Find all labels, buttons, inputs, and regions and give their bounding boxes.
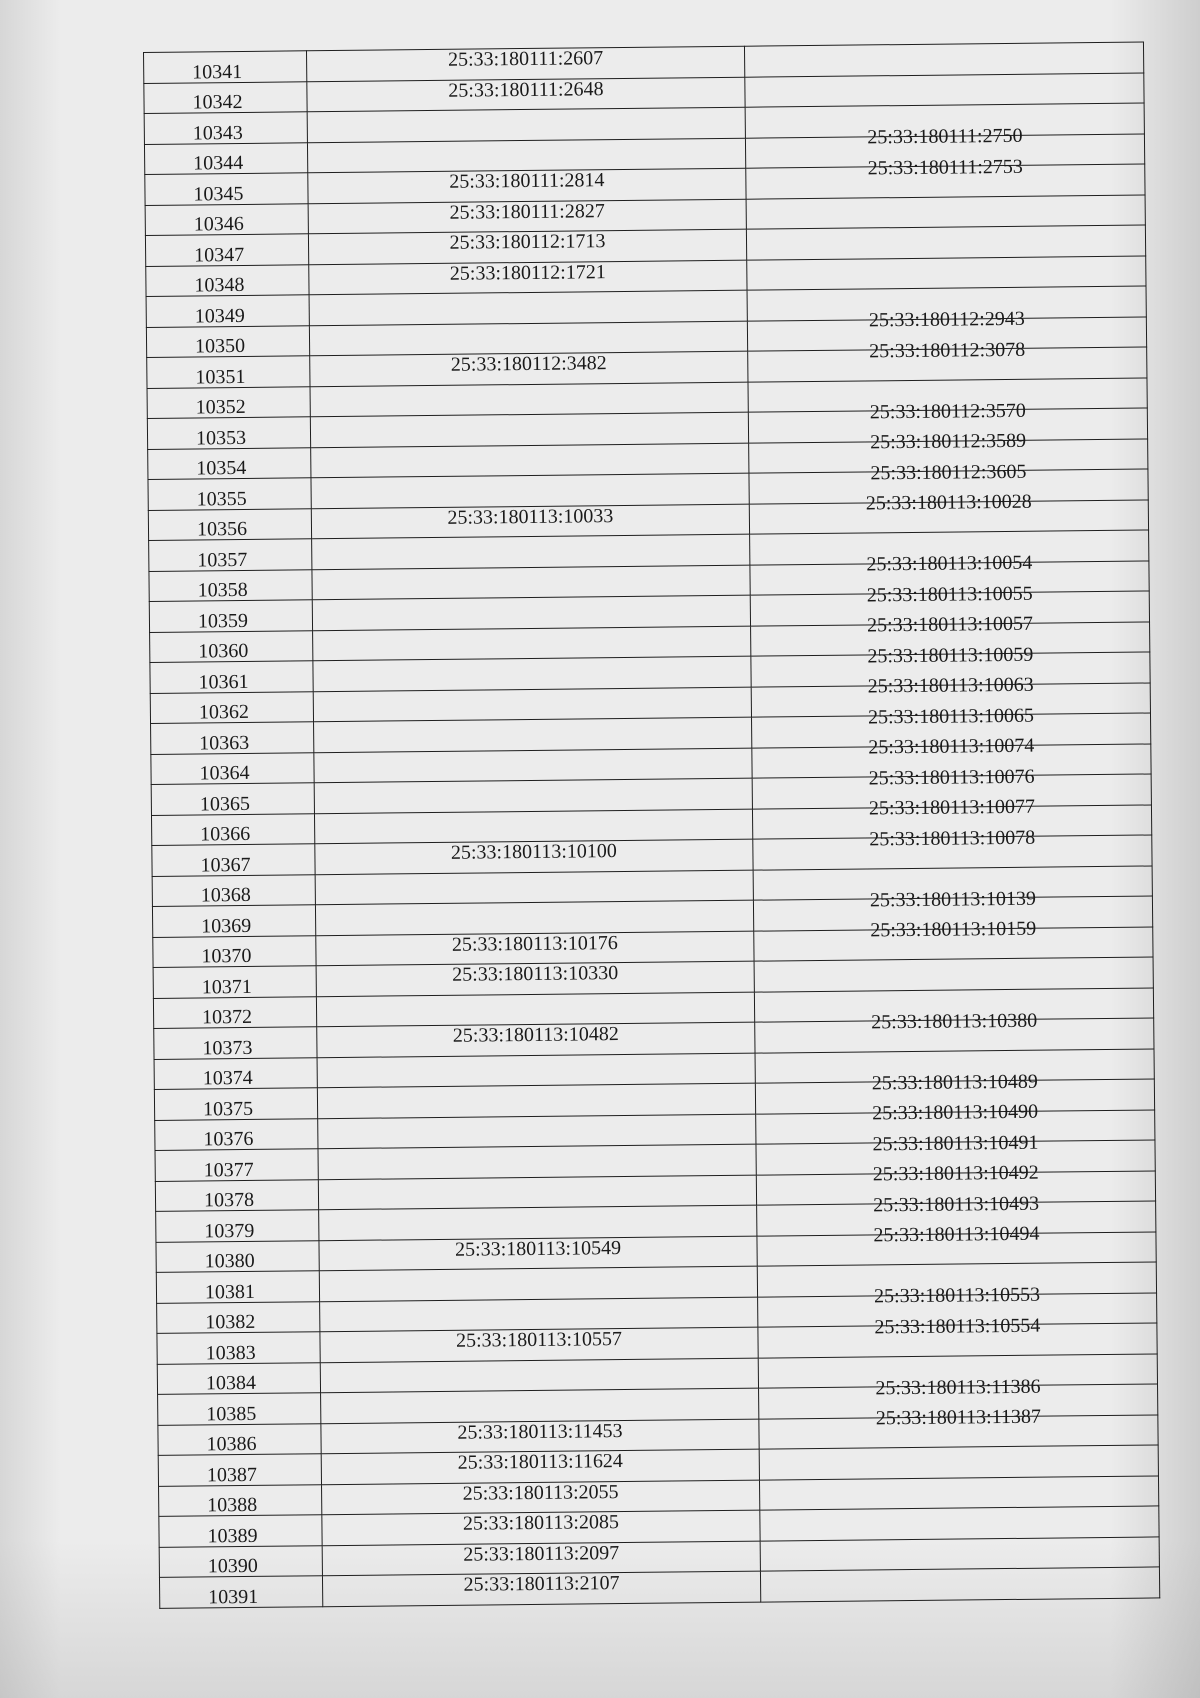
row-number-cell: 10376 xyxy=(155,1118,318,1150)
cadastral-number-cell-a xyxy=(319,1205,757,1240)
cadastral-number-cell-b-text: 25:33:180112:3078 xyxy=(869,338,1026,363)
cadastral-number-cell-a xyxy=(321,1388,759,1423)
row-number-cell: 10353 xyxy=(147,417,310,449)
cadastral-number-cell-a: 25:33:180113:2085 xyxy=(322,1510,760,1545)
cadastral-number-cell-b-text: 25:33:180113:10076 xyxy=(868,765,1035,790)
cadastral-number-cell-a xyxy=(314,778,752,813)
cadastral-number-cell-b xyxy=(748,338,1147,382)
cadastral-number-cell-b-text: 25:33:180111:2750 xyxy=(867,125,1023,149)
row-number-cell: 10370 xyxy=(153,935,316,967)
row-number-cell: 10383 xyxy=(157,1332,320,1364)
row-number-cell: 10358 xyxy=(149,569,312,601)
cadastral-number-cell-a xyxy=(313,626,751,661)
cadastral-number-cell-a xyxy=(312,595,750,630)
cadastral-number-cell-b-text: 25:33:180112:3570 xyxy=(869,399,1026,424)
row-number-cell: 10346 xyxy=(145,203,308,235)
row-number-cell: 10381 xyxy=(156,1271,319,1303)
cadastral-number-cell-b xyxy=(760,1506,1159,1541)
row-number-cell: 10389 xyxy=(159,1515,322,1547)
row-number-cell: 10375 xyxy=(154,1088,317,1120)
row-number-cell: 10372 xyxy=(153,996,316,1028)
cadastral-number-cell-b-text: 25:33:180113:10028 xyxy=(865,490,1032,515)
cadastral-number-cell-a xyxy=(317,1053,755,1088)
row-number-cell: 10342 xyxy=(144,81,307,113)
cadastral-number-cell-b-text: 25:33:180113:10492 xyxy=(872,1161,1039,1186)
row-number-cell: 10373 xyxy=(154,1027,317,1059)
row-number-cell: 10368 xyxy=(152,874,315,906)
cadastral-number-cell-b-text: 25:33:180113:10493 xyxy=(873,1192,1040,1217)
cadastral-number-cell-a xyxy=(320,1297,758,1332)
cadastral-number-cell-b xyxy=(745,73,1144,108)
cadastral-number-cell-b-text: 25:33:180113:11386 xyxy=(875,1375,1041,1400)
cadastral-number-cell-a xyxy=(315,900,753,935)
row-number-cell: 10355 xyxy=(148,478,311,510)
cadastral-number-cell-b xyxy=(746,225,1145,260)
row-number-cell: 10364 xyxy=(151,752,314,784)
cadastral-number-cell-a xyxy=(313,656,751,691)
cadastral-number-cell-b-text: 25:33:180113:10139 xyxy=(869,887,1036,912)
cadastral-number-cell-a: 25:33:180112:1713 xyxy=(308,229,746,264)
row-number-cell: 10377 xyxy=(155,1149,318,1181)
cadastral-number-cell-b-text: 25:33:180112:3605 xyxy=(870,460,1027,485)
row-number-cell: 10371 xyxy=(153,966,316,998)
cadastral-number-cell-b-text: 25:33:180113:10059 xyxy=(867,643,1034,668)
row-number-cell: 10384 xyxy=(157,1362,320,1394)
row-number-cell: 10347 xyxy=(145,234,308,266)
table-wrapper xyxy=(143,42,1159,1609)
cadastral-number-cell-a xyxy=(314,809,752,844)
cadastral-number-cell-b-text: 25:33:180113:10055 xyxy=(866,582,1033,607)
row-number-cell: 10345 xyxy=(145,173,308,205)
cadastral-number-cell-a: 25:33:180113:2097 xyxy=(322,1541,760,1576)
row-number-cell: 10379 xyxy=(156,1210,319,1242)
row-number-cell: 10366 xyxy=(151,813,314,845)
cadastral-number-cell-b xyxy=(760,1567,1159,1602)
cadastral-number-cell-a: 25:33:180113:10330 xyxy=(316,961,754,996)
row-number-cell: 10367 xyxy=(152,844,315,876)
cadastral-number-cell-a xyxy=(318,1175,756,1210)
cadastral-number-cell-a: 25:33:180113:2055 xyxy=(322,1480,760,1515)
cadastral-number-cell-a xyxy=(310,412,748,447)
cadastral-number-cell-b-text: 25:33:180113:10078 xyxy=(869,826,1036,851)
cadastral-number-cell-a xyxy=(315,870,753,905)
row-number-cell: 10390 xyxy=(159,1545,322,1577)
row-number-cell: 10348 xyxy=(146,264,309,296)
cadastral-number-cell-b xyxy=(754,957,1153,992)
cadastral-number-cell-b xyxy=(744,42,1143,77)
row-number-cell: 10354 xyxy=(148,447,311,479)
row-number-cell: 10386 xyxy=(158,1423,321,1455)
cadastral-number-cell-a xyxy=(317,1083,755,1118)
row-number-cell: 10374 xyxy=(154,1057,317,1089)
cadastral-number-cell-b xyxy=(759,1405,1158,1449)
cadastral-number-cell-a: 25:33:180113:11453 xyxy=(321,1419,759,1454)
table-body xyxy=(144,42,1160,1608)
cadastral-number-cell-b xyxy=(758,1314,1157,1358)
row-number-cell: 10343 xyxy=(144,112,307,144)
row-number-cell: 10344 xyxy=(144,142,307,174)
cadastral-number-cell-a xyxy=(311,443,749,478)
row-number-cell: 10388 xyxy=(159,1484,322,1516)
cadastral-number-cell-b-text: 25:33:180113:10490 xyxy=(872,1100,1039,1125)
row-number-cell: 10363 xyxy=(151,722,314,754)
row-number-cell: 10351 xyxy=(147,356,310,388)
row-number-cell: 10387 xyxy=(158,1454,321,1486)
cadastral-number-cell-b-text: 25:33:180113:10553 xyxy=(873,1283,1041,1308)
cadastral-number-cell-a: 25:33:180111:2648 xyxy=(307,77,745,112)
cadastral-number-cell-a: 25:33:180113:10549 xyxy=(319,1236,757,1271)
cadastral-number-cell-b-text: 25:33:180113:10159 xyxy=(870,917,1037,942)
cadastral-number-cell-a xyxy=(318,1114,756,1149)
cadastral-number-cell-b-text: 25:33:180113:10554 xyxy=(874,1314,1041,1339)
cadastral-number-cell-b-text: 25:33:180113:10074 xyxy=(868,734,1035,759)
cadastral-number-cell-a xyxy=(309,290,747,325)
cadastral-number-cell-a xyxy=(314,748,752,783)
cadastral-number-cell-b xyxy=(757,1222,1156,1266)
cadastral-number-cell-a xyxy=(313,687,751,722)
cadastral-number-cell-a xyxy=(319,1266,757,1301)
row-number-cell: 10365 xyxy=(151,783,314,815)
row-number-cell: 10380 xyxy=(156,1240,319,1272)
cadastral-number-cell-b xyxy=(760,1536,1159,1571)
cadastral-number-cell-b xyxy=(749,490,1148,534)
cadastral-number-cell-b-text: 25:33:180113:10063 xyxy=(867,673,1034,698)
cadastral-number-cell-b-text: 25:33:180113:10380 xyxy=(871,1009,1038,1034)
cadastral-number-cell-a xyxy=(320,1358,758,1393)
cadastral-number-cell-b-text: 25:33:180113:10077 xyxy=(868,795,1036,820)
cadastral-number-cell-a: 25:33:180113:10033 xyxy=(311,504,749,539)
cadastral-number-cell-a: 25:33:180111:2607 xyxy=(306,46,744,81)
row-number-cell: 10361 xyxy=(150,661,313,693)
cadastral-number-cell-b xyxy=(753,826,1152,870)
cadastral-number-cell-b xyxy=(759,1445,1158,1480)
row-number-cell: 10356 xyxy=(148,508,311,540)
cadastral-number-cell-b-text: 25:33:180113:10065 xyxy=(867,704,1035,729)
row-number-cell: 10349 xyxy=(146,295,309,327)
cadastral-number-cell-a xyxy=(312,534,750,569)
cadastral-number-cell-a xyxy=(310,382,748,417)
cadastral-number-cell-a: 25:33:180113:10482 xyxy=(317,1022,755,1057)
row-number-cell: 10352 xyxy=(147,386,310,418)
row-number-cell: 10350 xyxy=(146,325,309,357)
cadastral-number-cell-b-text: 25:33:180111:2753 xyxy=(867,155,1023,180)
cadastral-number-cell-a xyxy=(312,565,750,600)
cadastral-number-cell-b xyxy=(759,1475,1158,1510)
row-number-cell: 10341 xyxy=(144,51,307,83)
cadastral-number-cell-a: 25:33:180113:11624 xyxy=(321,1449,759,1484)
cadastral-number-cell-b-text: 25:33:180113:10491 xyxy=(872,1131,1039,1156)
row-number-cell: 10382 xyxy=(157,1301,320,1333)
cadastral-number-cell-b xyxy=(754,917,1153,961)
cadastral-number-cell-a xyxy=(318,1144,756,1179)
cadastral-number-cell-b-text: 25:33:180112:3589 xyxy=(870,430,1027,454)
cadastral-number-cell-a: 25:33:180112:3482 xyxy=(310,351,748,386)
cadastral-number-cell-a: 25:33:180113:10557 xyxy=(320,1327,758,1362)
row-number-cell: 10385 xyxy=(158,1393,321,1425)
row-number-cell: 10357 xyxy=(149,539,312,571)
row-number-cell: 10362 xyxy=(150,691,313,723)
row-number-cell: 10359 xyxy=(149,600,312,632)
cadastral-number-cell-a xyxy=(309,321,747,356)
cadastral-number-cell-a xyxy=(311,473,749,508)
row-number-cell: 10369 xyxy=(152,905,315,937)
cadastral-number-cell-b-text: 25:33:180113:10054 xyxy=(866,551,1033,576)
cadastral-number-cell-a xyxy=(307,107,745,142)
cadastral-number-cell-a xyxy=(316,992,754,1027)
cadastral-number-cell-b xyxy=(746,195,1145,230)
cadastral-number-cell-a: 25:33:180113:2107 xyxy=(322,1571,760,1606)
cadastral-number-cell-a: 25:33:180111:2814 xyxy=(308,168,746,203)
cadastral-number-cell-b-text: 25:33:180113:10494 xyxy=(873,1222,1040,1247)
cadastral-number-cell-b xyxy=(746,155,1145,199)
cadastral-number-cell-b-text: 25:33:180113:11387 xyxy=(875,1405,1042,1430)
cadastral-number-cell-b-text: 25:33:180113:10057 xyxy=(866,612,1034,637)
cadastral-number-cell-a xyxy=(307,138,745,173)
row-number-cell: 10378 xyxy=(155,1179,318,1211)
cadastral-number-cell-b-text: 25:33:180112:2943 xyxy=(868,308,1025,332)
cadastral-number-table xyxy=(143,42,1160,1609)
cadastral-number-cell-b xyxy=(755,1009,1154,1053)
cadastral-number-cell-b xyxy=(747,256,1146,291)
row-number-cell: 10360 xyxy=(150,630,313,662)
cadastral-number-cell-a: 25:33:180113:10100 xyxy=(315,839,753,874)
cadastral-number-cell-a xyxy=(314,717,752,752)
cadastral-number-cell-b-text: 25:33:180113:10489 xyxy=(871,1070,1038,1095)
cadastral-number-cell-a: 25:33:180113:10176 xyxy=(316,931,754,966)
cadastral-number-cell-a: 25:33:180111:2827 xyxy=(308,199,746,234)
row-number-cell: 10391 xyxy=(159,1576,322,1608)
cadastral-number-cell-a: 25:33:180112:1721 xyxy=(309,260,747,295)
